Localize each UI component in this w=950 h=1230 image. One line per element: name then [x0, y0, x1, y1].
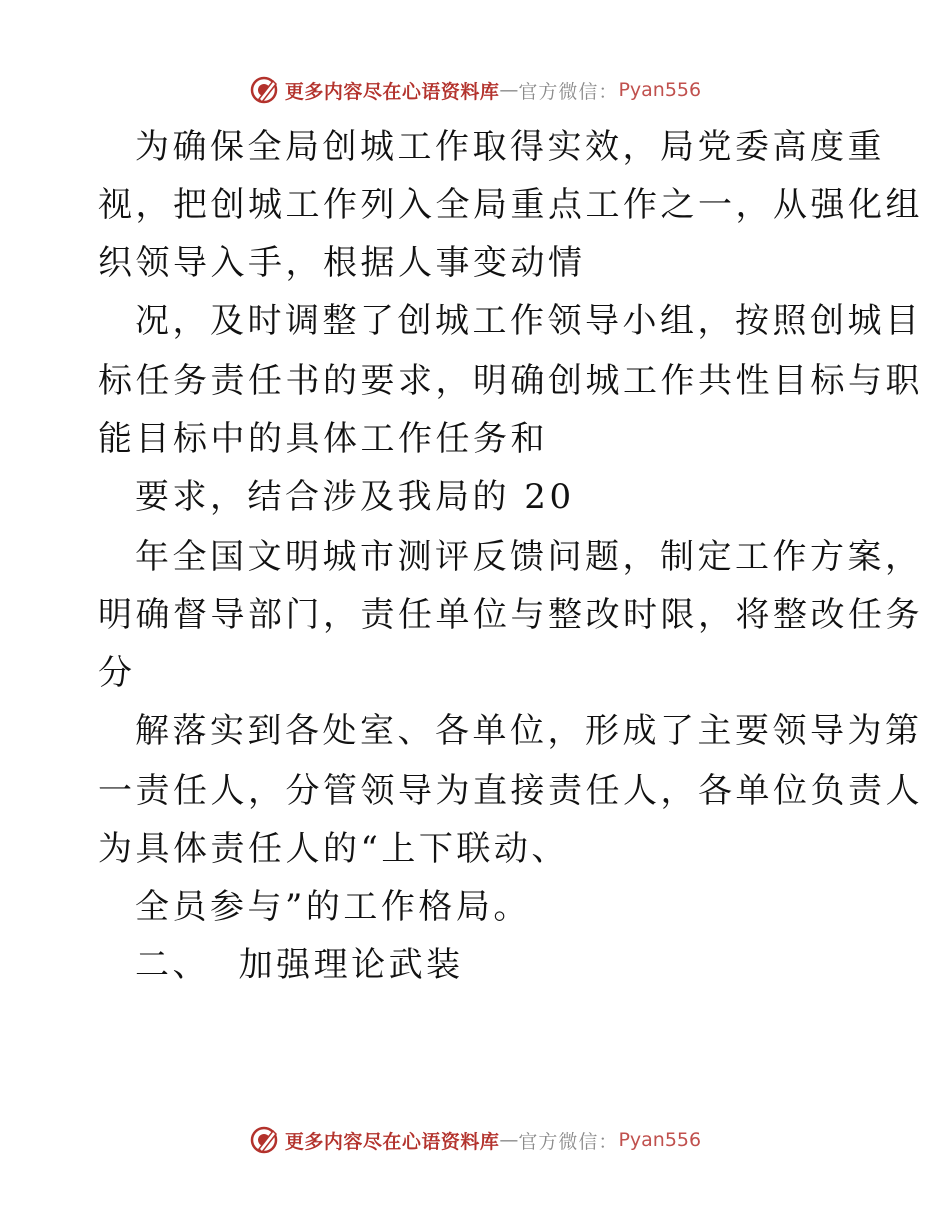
text-line: 视，把创城工作列入全局重点工作之一，从强化组 [98, 185, 923, 225]
footer-banner [0, 1120, 950, 1160]
banner-wechat-id: Pyan556 [618, 1129, 702, 1151]
text-line: 全员参与”的工作格局。 [135, 887, 531, 927]
text-line: 年全国文明城市测评反馈问题，制定工作方案， [135, 537, 923, 577]
section-heading: 二、 加强理论武装 [135, 945, 464, 985]
pen-circle-logo-icon [249, 75, 279, 105]
text-line: 一责任人，分管领导为直接责任人，各单位负责人 [98, 771, 923, 811]
text-line: 织领导入手，根据人事变动情 [98, 243, 586, 283]
text-line: 要求，结合涉及我局的 20 [135, 477, 575, 517]
text-line: 为确保全局创城工作取得实效，局党委高度重 [135, 127, 885, 167]
banner-dash: — [499, 1129, 519, 1151]
text-line: 为具体责任人的“上下联动、 [98, 829, 569, 869]
text-line: 解落实到各处室、各单位，形成了主要领导为第 [135, 711, 923, 751]
banner-wechat-label: 官方微信： [518, 1130, 619, 1153]
header-banner [0, 70, 950, 110]
banner-brand-text: 更多内容尽在心语资料库 [284, 1130, 500, 1153]
banner-brand-text: 更多内容尽在心语资料库 [284, 80, 500, 103]
text-line: 分 [98, 653, 136, 693]
banner-wechat-label: 官方微信： [518, 80, 619, 103]
banner-wechat-id: Pyan556 [618, 79, 702, 101]
pen-circle-logo-icon [249, 1125, 279, 1155]
text-line: 况，及时调整了创城工作领导小组，按照创城目 [135, 301, 923, 341]
banner-dash: — [499, 79, 519, 101]
text-line: 明确督导部门，责任单位与整改时限，将整改任务 [98, 595, 923, 635]
text-line: 标任务责任书的要求，明确创城工作共性目标与职 [98, 361, 923, 401]
text-line: 能目标中的具体工作任务和 [98, 419, 548, 459]
